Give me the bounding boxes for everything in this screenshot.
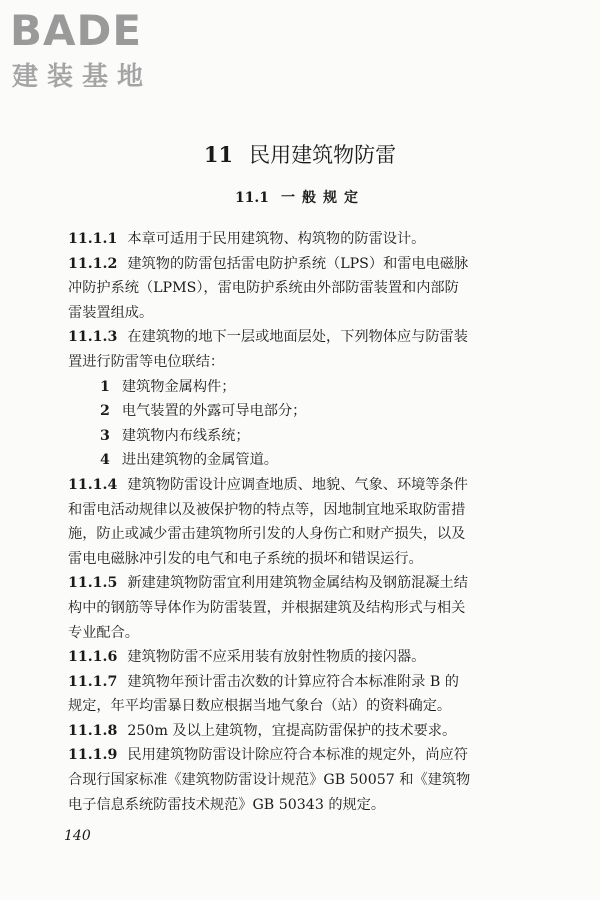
clause-line: 合现行国家标准《建筑物防雷设计规范》GB 50057 和《建筑物 <box>68 772 471 789</box>
clause-line <box>68 719 536 744</box>
section-name: 一般规定 <box>281 190 366 206</box>
watermark-logo <box>8 4 178 100</box>
list-item <box>68 375 536 400</box>
clause-line <box>68 670 536 695</box>
clause-text: 建筑物防雷设计应调查地质、地貌、气象、环境等条件 <box>127 476 468 493</box>
clause-number: 11.1.3 <box>68 329 118 346</box>
clause-line: 和雷电活动规律以及被保护物的特点等，因地制宜地采取防雷措 <box>68 501 466 518</box>
clause-text: 本章可适用于民用建筑物、构筑物的防雷设计。 <box>127 231 426 247</box>
item-number: 4 <box>100 452 110 469</box>
clause-11-1-4 <box>68 473 536 571</box>
section-number: 11.1 <box>234 190 270 206</box>
clause-number: 11.1.9 <box>68 747 118 764</box>
item-number: 3 <box>100 427 110 444</box>
clause-number: 11.1.4 <box>68 476 118 493</box>
item-text: 建筑物金属构件； <box>121 378 236 395</box>
item-text: 建筑物内布线系统； <box>121 427 250 444</box>
clause-11-1-6 <box>68 645 536 670</box>
page-number: 140 <box>64 828 91 844</box>
chapter-name: 民用建筑物防雷 <box>249 143 397 167</box>
chapter-title <box>0 140 600 170</box>
list-item <box>68 448 536 473</box>
clause-line <box>68 252 536 277</box>
clause-line <box>68 227 536 252</box>
clause-number: 11.1.7 <box>68 673 118 690</box>
clause-list <box>68 227 536 817</box>
clause-text: 建筑物的防雷包括雷电防护系统（LPS）和雷电电磁脉 <box>127 255 469 272</box>
item-number: 1 <box>100 378 110 395</box>
section-title <box>0 186 600 210</box>
list-item <box>68 424 536 449</box>
clause-number: 11.1.6 <box>68 649 118 666</box>
clause-line: 置进行防雷等电位联结： <box>68 353 225 370</box>
clause-11-1-8 <box>68 719 536 744</box>
clause-line: 专业配合。 <box>68 624 139 641</box>
clause-text: 建筑物防雷不应采用装有放射性物质的接闪器。 <box>127 649 426 666</box>
watermark-subtitle: 建装基地 <box>12 62 153 92</box>
clause-11-1-3 <box>68 325 536 473</box>
item-text: 进出建筑物的金属管道。 <box>121 452 278 469</box>
clause-11-1-2 <box>68 252 536 326</box>
clause-line: 雷电电磁脉冲引发的电气和电子系统的损坏和错误运行。 <box>68 550 423 567</box>
list-item <box>68 399 536 424</box>
clause-text: 250m 及以上建筑物，宜提高防雷保护的技术要求。 <box>127 722 457 739</box>
clause-line <box>68 473 536 498</box>
watermark-brand: BADE <box>10 6 143 55</box>
clause-11-1-5 <box>68 571 536 645</box>
clause-line <box>68 645 536 670</box>
clause-line: 规定，年平均雷暴日数应根据当地气象台（站）的资料确定。 <box>68 698 452 715</box>
item-text: 电气装置的外露可导电部分； <box>121 403 307 420</box>
clause-number: 11.1.2 <box>68 255 118 272</box>
clause-number: 11.1.8 <box>68 722 118 739</box>
clause-text: 新建建筑物防雷宜利用建筑物金属结构及钢筋混凝土结 <box>127 575 468 592</box>
clause-number: 11.1.5 <box>68 575 118 592</box>
clause-text: 在建筑物的地下一层或地面层处，下列物体应与防雷装 <box>127 329 468 346</box>
clause-11-1-7 <box>68 670 536 719</box>
chapter-number: 11 <box>203 142 234 167</box>
clause-text: 民用建筑物防雷设计除应符合本标准的规定外，尚应符 <box>127 747 468 764</box>
clause-text: 建筑物年预计雷击次数的计算应符合本标准附录 B 的 <box>127 673 459 690</box>
clause-11-1-1 <box>68 227 536 252</box>
clause-number: 11.1.1 <box>68 231 118 247</box>
clause-line: 施，防止或减少雷击建筑物所引发的人身伤亡和财产损失，以及 <box>68 526 466 543</box>
clause-line: 电子信息系统防雷技术规范》GB 50343 的规定。 <box>68 796 386 813</box>
item-number: 2 <box>100 403 110 420</box>
clause-11-1-9 <box>68 743 536 817</box>
clause-line <box>68 325 536 350</box>
clause-line: 构中的钢筋等导体作为防雷装置，并根据建筑及结构形式与相关 <box>68 599 466 616</box>
clause-line <box>68 743 536 768</box>
clause-line: 冲防护系统（LPMS），雷电防护系统由外部防雷装置和内部防 <box>68 280 459 297</box>
clause-line: 雷装置组成。 <box>68 304 154 321</box>
clause-line <box>68 571 536 596</box>
